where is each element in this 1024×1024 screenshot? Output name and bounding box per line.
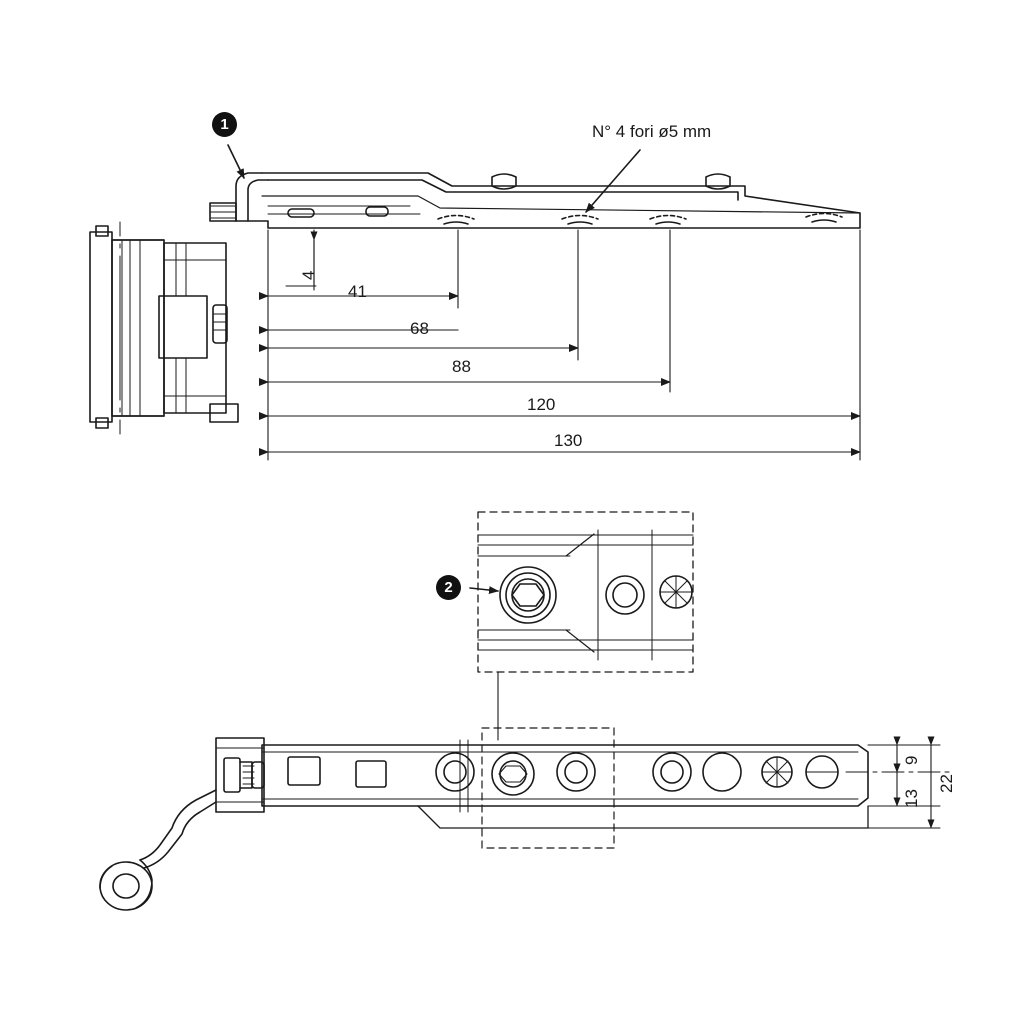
top-view-hinge-body <box>90 203 238 428</box>
top-view-arm-plate <box>236 173 860 228</box>
dimension-label-9: 9 <box>902 755 921 765</box>
callout-marker-1: 1 <box>212 112 237 137</box>
bottom-view-side <box>100 728 868 910</box>
dimension-label-41: 41 <box>348 282 367 301</box>
callout-marker-2: 2 <box>436 575 461 600</box>
hole-note-label: N° 4 fori ø5 mm <box>592 122 712 141</box>
dimension-lines-top <box>268 230 860 460</box>
dimension-label-4: 4 <box>299 270 318 280</box>
dimension-label-13: 13 <box>902 789 921 808</box>
dimension-label-88: 88 <box>452 357 471 376</box>
detail-2-box <box>478 512 693 672</box>
hole-note-leader <box>586 150 640 212</box>
callout-1-leader <box>228 145 244 178</box>
callout-2-leader <box>470 588 498 591</box>
dimension-label-120: 120 <box>527 395 556 414</box>
dimension-label-130: 130 <box>554 431 583 450</box>
dimension-label-22: 22 <box>937 774 956 793</box>
dimension-label-68: 68 <box>410 319 429 338</box>
